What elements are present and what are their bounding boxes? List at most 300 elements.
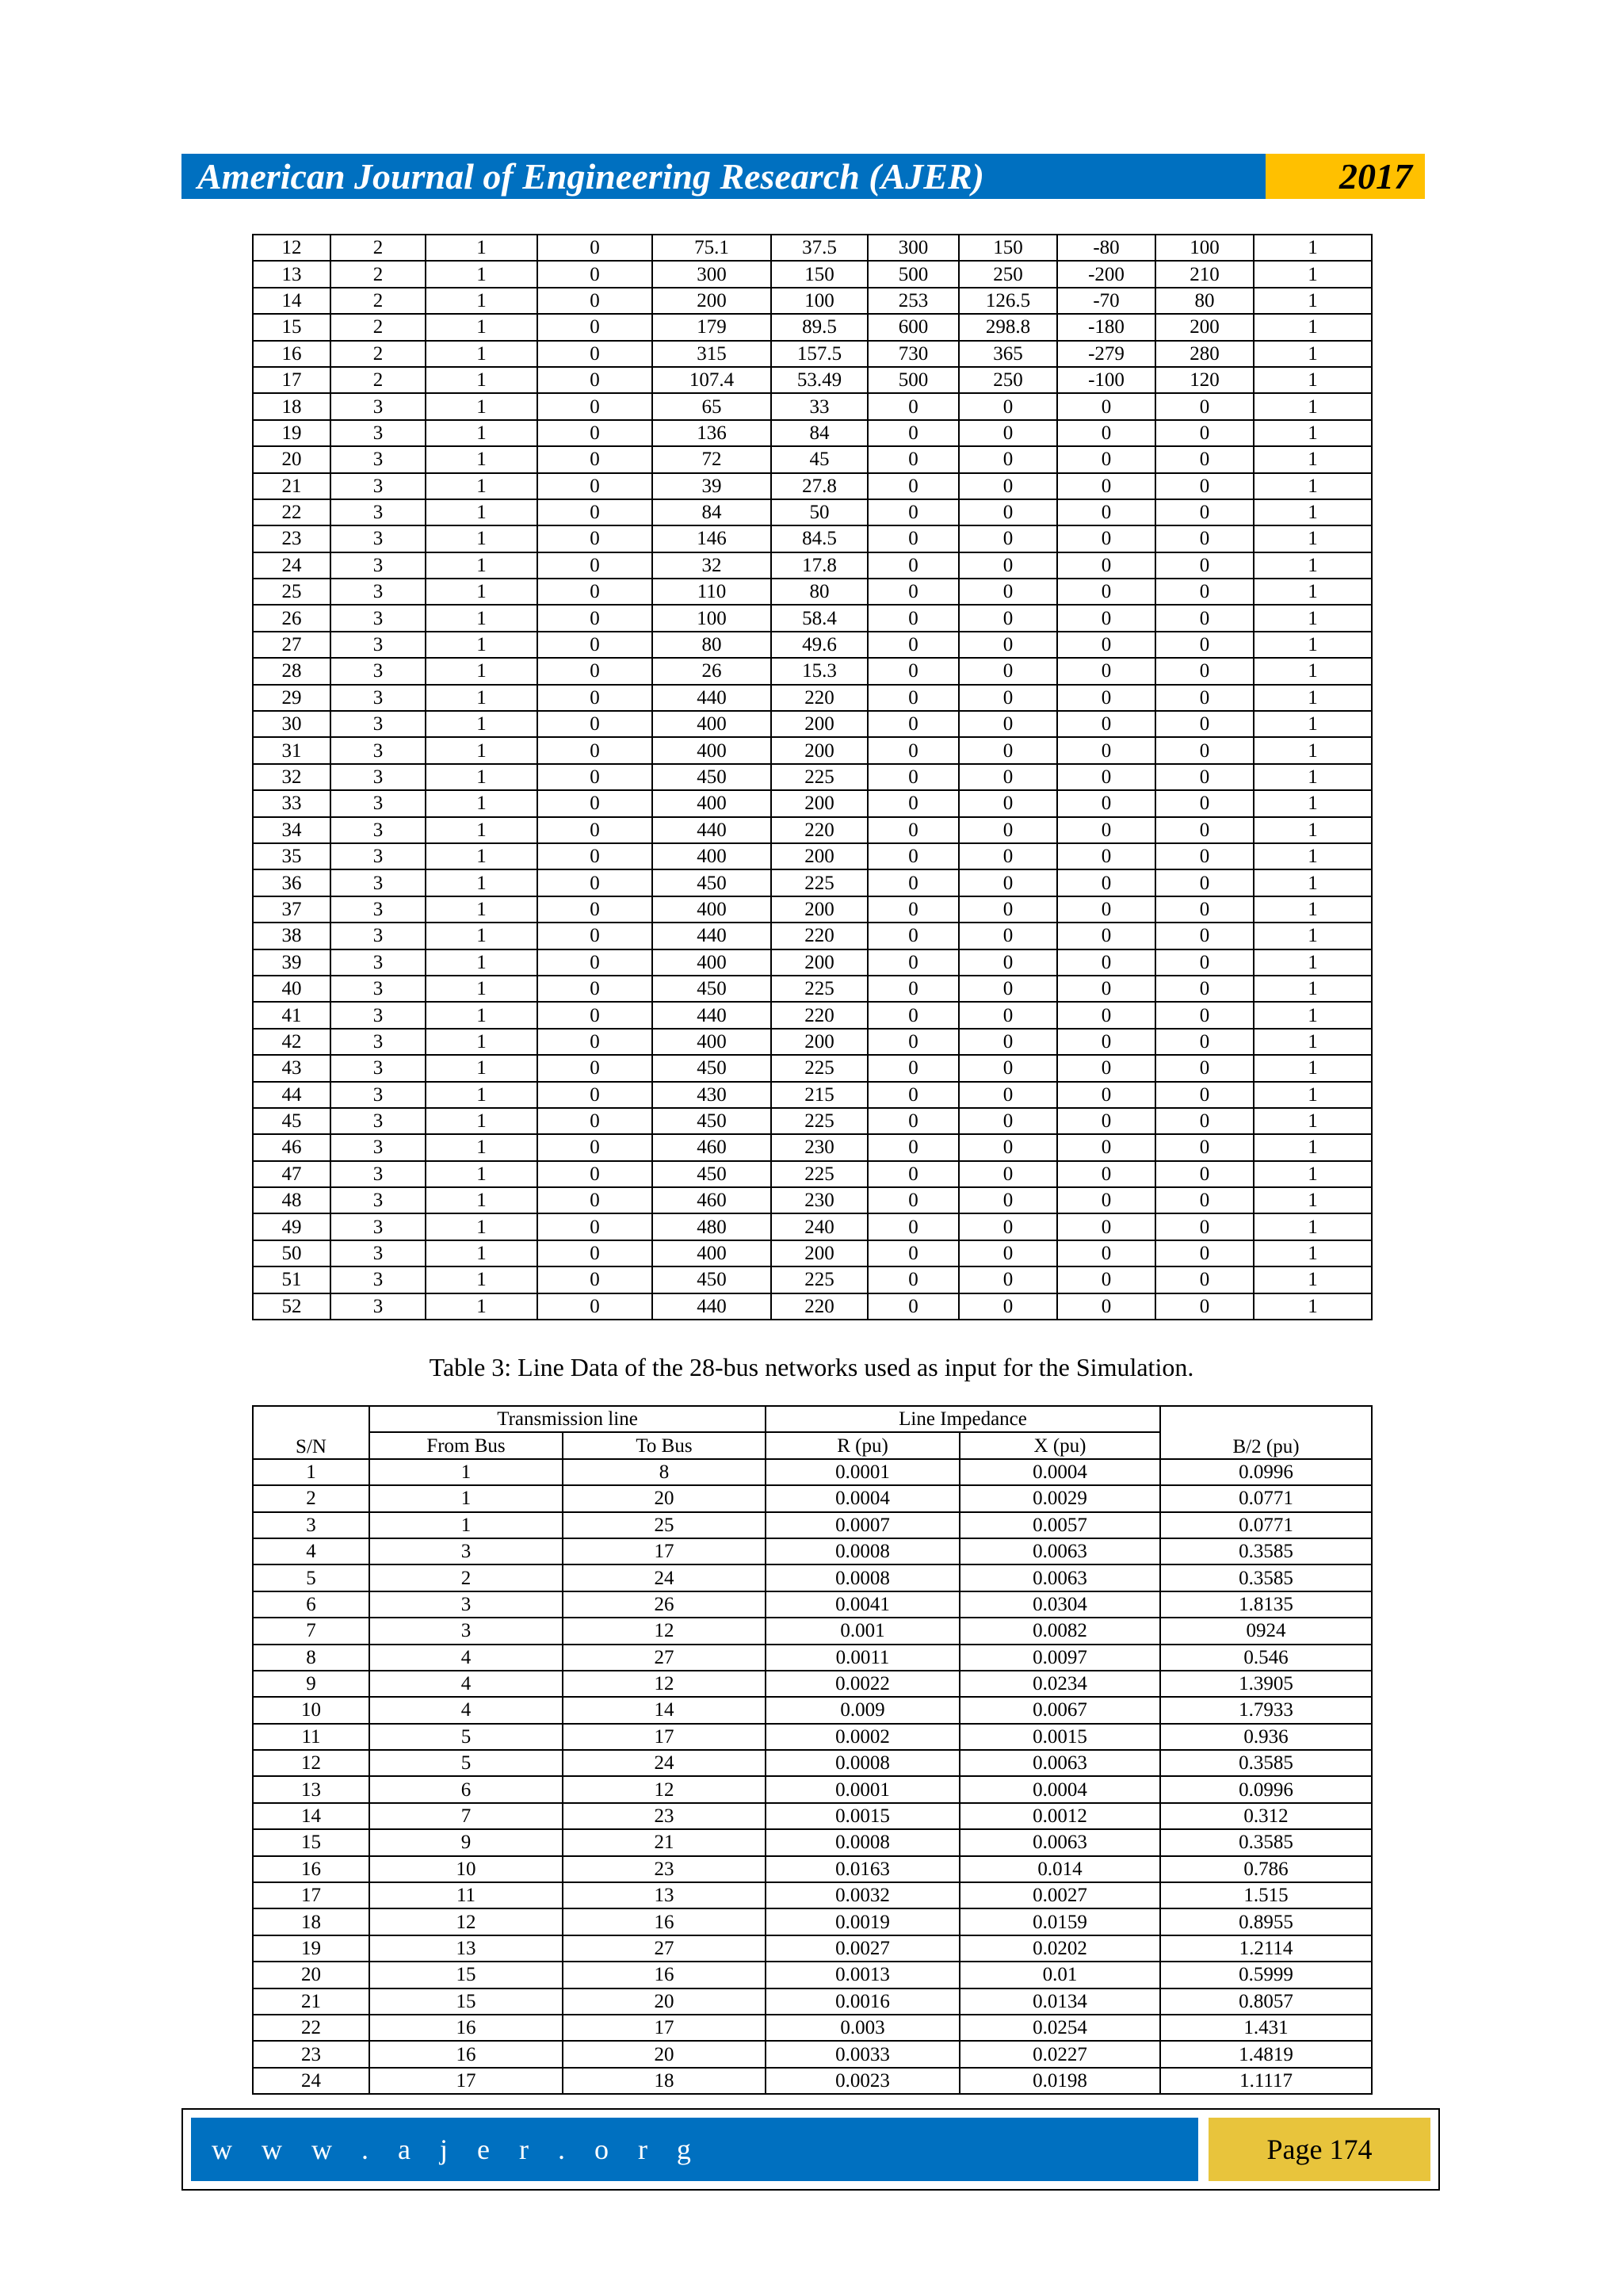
- line-cell: 0.0163: [766, 1856, 960, 1882]
- bus-cell: 0: [537, 711, 652, 737]
- bus-row: [253, 1029, 1372, 1055]
- bus-cell: 84: [771, 420, 868, 446]
- bus-cell: 0: [868, 976, 959, 1002]
- line-cell: 1.3905: [1160, 1671, 1372, 1697]
- bus-row: [253, 1134, 1372, 1160]
- line-cell: 0.0134: [960, 1988, 1160, 2015]
- bus-cell: 440: [652, 1293, 771, 1320]
- bus-cell: 0: [1155, 1187, 1254, 1213]
- line-cell: 12: [563, 1618, 766, 1644]
- line-cell: 17: [563, 1538, 766, 1564]
- line-cell: 15: [369, 1962, 563, 1988]
- header-line-impedance: Line Impedance: [766, 1406, 1160, 1432]
- bus-cell: 1: [426, 1266, 537, 1293]
- bus-cell: 3: [330, 1029, 426, 1055]
- bus-cell: 0: [1057, 1134, 1155, 1160]
- bus-cell: -180: [1057, 314, 1155, 340]
- bus-cell: 400: [652, 1240, 771, 1266]
- bus-cell: 1: [1254, 1055, 1372, 1081]
- bus-cell: 1: [1254, 817, 1372, 843]
- bus-cell: 2: [330, 367, 426, 393]
- bus-cell: 14: [253, 288, 330, 314]
- bus-cell: 0: [868, 1213, 959, 1240]
- header-to-bus: To Bus: [563, 1432, 766, 1458]
- bus-cell: 50: [771, 499, 868, 525]
- line-cell: 11: [253, 1724, 369, 1750]
- bus-cell: 250: [959, 261, 1057, 287]
- bus-cell: 0: [537, 896, 652, 923]
- line-cell: 4: [369, 1645, 563, 1671]
- bus-row: [253, 1240, 1372, 1266]
- bus-cell: 250: [959, 367, 1057, 393]
- line-cell: 0.0015: [960, 1724, 1160, 1750]
- bus-cell: 0: [1057, 579, 1155, 605]
- bus-cell: 0: [1057, 1187, 1155, 1213]
- bus-cell: 1: [1254, 1002, 1372, 1028]
- bus-row: [253, 473, 1372, 499]
- bus-cell: 0: [537, 420, 652, 446]
- bus-cell: -279: [1057, 341, 1155, 367]
- bus-cell: 32: [652, 552, 771, 579]
- bus-cell: 0: [1057, 605, 1155, 631]
- bus-cell: 0: [959, 1293, 1057, 1320]
- bus-cell: 33: [771, 393, 868, 419]
- bus-cell: -100: [1057, 367, 1155, 393]
- line-cell: 1: [253, 1459, 369, 1485]
- bus-cell: 84.5: [771, 525, 868, 552]
- line-cell: 0.0004: [960, 1776, 1160, 1802]
- bus-cell: 1: [1254, 1161, 1372, 1187]
- bus-cell: 450: [652, 1266, 771, 1293]
- bus-cell: 1: [1254, 473, 1372, 499]
- bus-cell: 0: [1057, 685, 1155, 711]
- line-row: [253, 1829, 1372, 1855]
- bus-cell: 1: [426, 632, 537, 658]
- bus-cell: 2: [330, 288, 426, 314]
- bus-cell: 0: [537, 1029, 652, 1055]
- bus-cell: 200: [771, 896, 868, 923]
- bus-row: [253, 711, 1372, 737]
- bus-cell: 1: [426, 446, 537, 472]
- journal-header: [181, 154, 1425, 199]
- bus-cell: 3: [330, 1240, 426, 1266]
- line-cell: 0.8057: [1160, 1988, 1372, 2015]
- bus-cell: 1: [426, 288, 537, 314]
- bus-cell: 35: [253, 843, 330, 869]
- bus-cell: 365: [959, 341, 1057, 367]
- line-row: [253, 1485, 1372, 1511]
- bus-cell: 0: [1057, 1108, 1155, 1134]
- bus-cell: 110: [652, 579, 771, 605]
- bus-cell: 200: [1155, 314, 1254, 340]
- bus-cell: 0: [1057, 790, 1155, 816]
- bus-cell: 0: [959, 1213, 1057, 1240]
- bus-cell: 0: [1057, 552, 1155, 579]
- bus-cell: 1: [1254, 1293, 1372, 1320]
- line-cell: 12: [563, 1776, 766, 1802]
- bus-cell: 27.8: [771, 473, 868, 499]
- line-cell: 27: [563, 1935, 766, 1962]
- line-cell: 0.0001: [766, 1776, 960, 1802]
- table3-caption: Table 3: Line Data of the 28-bus networks used as input for the Simulation.: [429, 1353, 1194, 1381]
- bus-cell: 1: [426, 1240, 537, 1266]
- line-cell: 17: [563, 1724, 766, 1750]
- bus-cell: 0: [868, 923, 959, 949]
- bus-cell: 40: [253, 976, 330, 1002]
- line-cell: 0.3585: [1160, 1829, 1372, 1855]
- line-row: [253, 1776, 1372, 1802]
- bus-cell: 0: [537, 341, 652, 367]
- bus-cell: 17: [253, 367, 330, 393]
- bus-cell: 0: [868, 737, 959, 763]
- line-cell: 0.0019: [766, 1908, 960, 1935]
- bus-cell: 225: [771, 1108, 868, 1134]
- bus-cell: 1: [1254, 499, 1372, 525]
- bus-cell: 0: [868, 552, 959, 579]
- bus-cell: 17.8: [771, 552, 868, 579]
- line-row: [253, 2068, 1372, 2094]
- bus-cell: 0: [537, 817, 652, 843]
- line-cell: 0.0996: [1160, 1776, 1372, 1802]
- bus-cell: 0: [959, 1266, 1057, 1293]
- bus-cell: 0: [868, 1134, 959, 1160]
- bus-cell: 3: [330, 420, 426, 446]
- bus-cell: 0: [1155, 1002, 1254, 1028]
- bus-cell: 3: [330, 1266, 426, 1293]
- bus-cell: 230: [771, 1134, 868, 1160]
- bus-cell: 450: [652, 764, 771, 790]
- bus-row: [253, 525, 1372, 552]
- bus-cell: 1: [1254, 896, 1372, 923]
- bus-row: [253, 1266, 1372, 1293]
- bus-cell: 3: [330, 1213, 426, 1240]
- bus-cell: 0: [1057, 711, 1155, 737]
- line-cell: 12: [369, 1908, 563, 1935]
- header-r: R (pu): [766, 1432, 960, 1458]
- bus-cell: 1: [426, 1187, 537, 1213]
- bus-cell: 0: [959, 869, 1057, 896]
- bus-cell: 0: [1057, 1029, 1155, 1055]
- bus-cell: 450: [652, 1055, 771, 1081]
- line-row: [253, 2041, 1372, 2067]
- bus-row: [253, 288, 1372, 314]
- bus-cell: 1: [426, 1108, 537, 1134]
- bus-cell: 0: [868, 632, 959, 658]
- bus-cell: 0: [1057, 1055, 1155, 1081]
- bus-cell: 220: [771, 685, 868, 711]
- bus-cell: 1: [426, 1055, 537, 1081]
- line-cell: 10: [253, 1697, 369, 1723]
- bus-cell: 1: [1254, 367, 1372, 393]
- bus-cell: 12: [253, 235, 330, 261]
- line-row: [253, 1512, 1372, 1538]
- bus-cell: 53.49: [771, 367, 868, 393]
- line-cell: 23: [253, 2041, 369, 2067]
- bus-cell: 0: [1057, 843, 1155, 869]
- bus-cell: 1: [1254, 843, 1372, 869]
- bus-cell: 225: [771, 869, 868, 896]
- bus-cell: 3: [330, 499, 426, 525]
- bus-cell: 225: [771, 764, 868, 790]
- bus-cell: 0: [1057, 1213, 1155, 1240]
- bus-cell: 0: [868, 1002, 959, 1028]
- bus-cell: 39: [253, 949, 330, 976]
- bus-cell: 80: [771, 579, 868, 605]
- bus-cell: 0: [537, 552, 652, 579]
- bus-row: [253, 790, 1372, 816]
- line-row: [253, 1750, 1372, 1776]
- line-cell: 0.0234: [960, 1671, 1160, 1697]
- bus-cell: 0: [959, 949, 1057, 976]
- website-link[interactable]: w w w . a j e r . o r g: [191, 2118, 1198, 2181]
- bus-row: [253, 1293, 1372, 1320]
- bus-cell: 72: [652, 446, 771, 472]
- bus-cell: 0: [959, 473, 1057, 499]
- bus-cell: 0: [868, 1293, 959, 1320]
- bus-cell: 1: [426, 367, 537, 393]
- bus-cell: 0: [868, 764, 959, 790]
- bus-cell: 36: [253, 869, 330, 896]
- bus-cell: 450: [652, 1108, 771, 1134]
- bus-cell: 1: [1254, 1187, 1372, 1213]
- bus-cell: 1: [426, 1002, 537, 1028]
- bus-cell: 225: [771, 1055, 868, 1081]
- bus-cell: 18: [253, 393, 330, 419]
- bus-cell: 0: [1155, 764, 1254, 790]
- bus-cell: 0: [959, 1108, 1057, 1134]
- line-cell: 1.2114: [1160, 1935, 1372, 1962]
- line-cell: 0.3585: [1160, 1564, 1372, 1591]
- bus-cell: 1: [1254, 711, 1372, 737]
- bus-row: [253, 1002, 1372, 1028]
- bus-cell: 1: [1254, 341, 1372, 367]
- bus-row: [253, 261, 1372, 287]
- bus-cell: 0: [1057, 817, 1155, 843]
- line-cell: 0.0063: [960, 1829, 1160, 1855]
- bus-cell: 0: [1057, 949, 1155, 976]
- line-cell: 0.014: [960, 1856, 1160, 1882]
- journal-year: 2017: [1266, 154, 1425, 199]
- bus-cell: 0: [1155, 420, 1254, 446]
- bus-cell: 225: [771, 976, 868, 1002]
- line-cell: 14: [253, 1803, 369, 1829]
- bus-cell: 0: [537, 790, 652, 816]
- bus-cell: 200: [771, 949, 868, 976]
- bus-cell: 1: [1254, 552, 1372, 579]
- line-cell: 19: [253, 1935, 369, 1962]
- bus-cell: 89.5: [771, 314, 868, 340]
- bus-cell: 3: [330, 737, 426, 763]
- bus-cell: 1: [426, 525, 537, 552]
- bus-cell: 600: [868, 314, 959, 340]
- bus-cell: 0: [868, 420, 959, 446]
- line-row: [253, 1538, 1372, 1564]
- bus-cell: 3: [330, 869, 426, 896]
- line-row: [253, 1618, 1372, 1644]
- bus-cell: 1: [1254, 1029, 1372, 1055]
- bus-cell: 3: [330, 1187, 426, 1213]
- page-number: Page 174: [1209, 2118, 1430, 2181]
- bus-cell: 0: [1155, 869, 1254, 896]
- bus-cell: 1: [1254, 790, 1372, 816]
- line-cell: 18: [253, 1908, 369, 1935]
- line-cell: 16: [369, 2041, 563, 2067]
- line-cell: 0.009: [766, 1697, 960, 1723]
- bus-cell: 1: [426, 869, 537, 896]
- bus-cell: 26: [253, 605, 330, 631]
- line-row: [253, 1697, 1372, 1723]
- bus-cell: 0: [537, 367, 652, 393]
- bus-cell: 0: [1155, 711, 1254, 737]
- bus-cell: 1: [1254, 923, 1372, 949]
- line-cell: 23: [563, 1803, 766, 1829]
- header-transmission-line: Transmission line: [369, 1406, 766, 1432]
- bus-cell: 0: [537, 869, 652, 896]
- line-cell: 13: [369, 1935, 563, 1962]
- bus-data-table: [252, 234, 1373, 1320]
- bus-cell: 225: [771, 1161, 868, 1187]
- line-cell: 18: [563, 2068, 766, 2094]
- bus-cell: 1: [1254, 1134, 1372, 1160]
- bus-cell: -200: [1057, 261, 1155, 287]
- bus-cell: 0: [537, 499, 652, 525]
- line-cell: 0.0082: [960, 1618, 1160, 1644]
- bus-cell: 0: [1057, 658, 1155, 684]
- bus-cell: 0: [959, 1002, 1057, 1028]
- bus-cell: 3: [330, 552, 426, 579]
- header-sn: S/N: [253, 1406, 369, 1459]
- bus-cell: 0: [1155, 1029, 1254, 1055]
- bus-cell: 100: [771, 288, 868, 314]
- bus-cell: 16: [253, 341, 330, 367]
- bus-row: [253, 896, 1372, 923]
- bus-cell: 1: [426, 261, 537, 287]
- header-x: X (pu): [960, 1432, 1160, 1458]
- bus-cell: 3: [330, 949, 426, 976]
- bus-cell: 0: [959, 446, 1057, 472]
- line-cell: 0.0057: [960, 1512, 1160, 1538]
- line-cell: 0.0029: [960, 1485, 1160, 1511]
- line-cell: 0.0001: [766, 1459, 960, 1485]
- bus-cell: 0: [868, 1108, 959, 1134]
- bus-row: [253, 632, 1372, 658]
- line-cell: 0.0007: [766, 1512, 960, 1538]
- line-cell: 0.0771: [1160, 1512, 1372, 1538]
- bus-cell: 0: [1155, 1108, 1254, 1134]
- bus-cell: 0: [1057, 1266, 1155, 1293]
- bus-cell: 3: [330, 1161, 426, 1187]
- bus-cell: 15: [253, 314, 330, 340]
- bus-cell: 150: [959, 235, 1057, 261]
- bus-row: [253, 817, 1372, 843]
- bus-cell: 1: [1254, 1108, 1372, 1134]
- line-row: [253, 1962, 1372, 1988]
- bus-row: [253, 843, 1372, 869]
- bus-cell: 3: [330, 764, 426, 790]
- bus-row: [253, 923, 1372, 949]
- line-cell: 0.0013: [766, 1962, 960, 1988]
- bus-cell: 1: [426, 923, 537, 949]
- bus-cell: 0: [1155, 393, 1254, 419]
- line-cell: 16: [563, 1962, 766, 1988]
- bus-cell: 0: [1155, 1266, 1254, 1293]
- bus-row: [253, 1213, 1372, 1240]
- bus-cell: 400: [652, 790, 771, 816]
- bus-cell: 50: [253, 1240, 330, 1266]
- bus-cell: 400: [652, 1029, 771, 1055]
- line-cell: 10: [369, 1856, 563, 1882]
- line-cell: 0.0227: [960, 2041, 1160, 2067]
- line-cell: 26: [563, 1591, 766, 1618]
- bus-row: [253, 499, 1372, 525]
- line-row: [253, 2015, 1372, 2041]
- line-cell: 17: [563, 2015, 766, 2041]
- bus-cell: 20: [253, 446, 330, 472]
- bus-cell: 22: [253, 499, 330, 525]
- line-row: [253, 1882, 1372, 1908]
- bus-cell: 26: [652, 658, 771, 684]
- bus-cell: 1: [426, 552, 537, 579]
- line-cell: 0.0996: [1160, 1459, 1372, 1485]
- bus-cell: 1: [426, 790, 537, 816]
- line-row: [253, 1856, 1372, 1882]
- bus-cell: 1: [1254, 764, 1372, 790]
- bus-row: [253, 341, 1372, 367]
- line-cell: 4: [369, 1697, 563, 1723]
- bus-cell: 1: [426, 1293, 537, 1320]
- line-cell: 0.0002: [766, 1724, 960, 1750]
- bus-cell: 0: [1057, 764, 1155, 790]
- line-cell: 1.8135: [1160, 1591, 1372, 1618]
- bus-cell: 0: [537, 579, 652, 605]
- bus-row: [253, 1187, 1372, 1213]
- bus-cell: 1: [426, 949, 537, 976]
- bus-cell: 2: [330, 261, 426, 287]
- line-data-table: [252, 1405, 1373, 2095]
- line-cell: 0.0027: [766, 1935, 960, 1962]
- bus-cell: 0: [1155, 923, 1254, 949]
- bus-cell: 3: [330, 923, 426, 949]
- bus-cell: 0: [1155, 737, 1254, 763]
- line-cell: 24: [563, 1750, 766, 1776]
- bus-cell: 1: [426, 711, 537, 737]
- bus-cell: 450: [652, 1161, 771, 1187]
- bus-cell: 0: [959, 1161, 1057, 1187]
- bus-cell: 1: [426, 843, 537, 869]
- bus-cell: 33: [253, 790, 330, 816]
- bus-cell: 0: [1057, 869, 1155, 896]
- line-row: [253, 1988, 1372, 2015]
- line-cell: 16: [563, 1908, 766, 1935]
- bus-row: [253, 685, 1372, 711]
- bus-row: [253, 420, 1372, 446]
- bus-row: [253, 605, 1372, 631]
- bus-cell: 0: [1057, 737, 1155, 763]
- bus-cell: 1: [426, 737, 537, 763]
- bus-cell: 1: [1254, 976, 1372, 1002]
- bus-cell: 0: [1155, 790, 1254, 816]
- bus-cell: 0: [537, 393, 652, 419]
- bus-cell: 0: [1155, 896, 1254, 923]
- bus-cell: -70: [1057, 288, 1155, 314]
- bus-cell: 0: [959, 711, 1057, 737]
- line-cell: 0.0008: [766, 1829, 960, 1855]
- bus-cell: 500: [868, 261, 959, 287]
- line-cell: 0.003: [766, 2015, 960, 2041]
- bus-cell: 1: [426, 1161, 537, 1187]
- bus-cell: 0: [1155, 499, 1254, 525]
- line-cell: 8: [563, 1459, 766, 1485]
